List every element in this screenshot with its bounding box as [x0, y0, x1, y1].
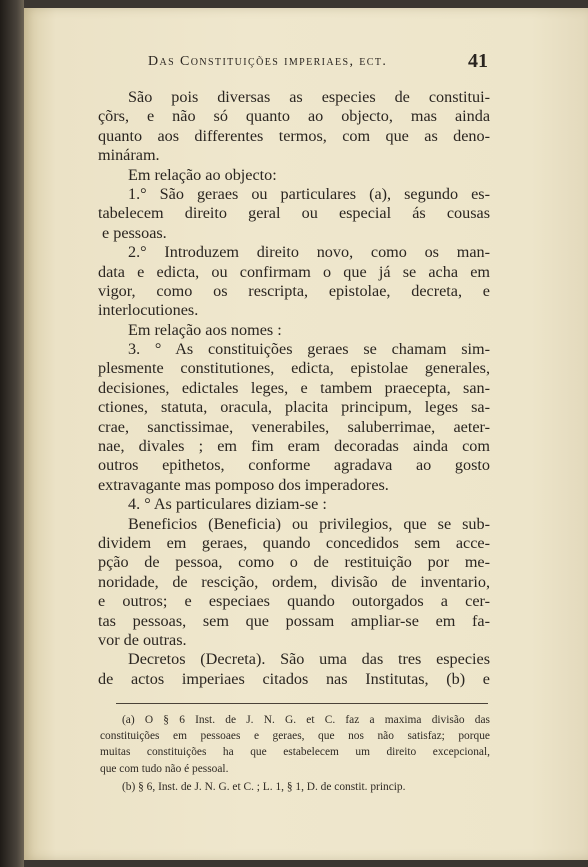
page-header [148, 52, 488, 74]
text-line: outros epithetos, conforme agradava ao gosto [98, 456, 490, 475]
book-gutter [0, 0, 24, 867]
text-line: pção de pessoa, como o de restituição por me- [98, 553, 490, 572]
text-line: e outros; e especiaes quando outorgados a cer- [98, 592, 490, 611]
text-line: de actos imperiaes citados nas Institutas, (b) e [98, 669, 490, 688]
footnote-line: que com tudo não é pessoal. [100, 762, 229, 775]
text-line: Decretos (Decreta). São uma das tres especies [128, 650, 490, 669]
text-line: 2.° Introduzem direito novo, como os man- [128, 243, 490, 262]
footnote-line: (b) § 6, Inst. de J. N. G. et C. ; L. 1, § 1, D. de constit. princip. [122, 780, 406, 793]
text-line: interlocutiones. [98, 301, 199, 320]
text-line: e pessoas. [102, 223, 167, 242]
footnote-line: (a) O § 6 Inst. de J. N. G. et C. faz a maxima divisão das [122, 714, 490, 726]
running-head: Das Constituições imperiaes, ect. [148, 54, 388, 69]
text-line: 3. ° As constituições geraes se chamam sim- [128, 340, 490, 359]
text-line: tabelecem direito geral ou especial ás cousas [98, 204, 490, 223]
text-line: Beneficios (Beneficia) ou privilegios, que se sub- [128, 514, 490, 533]
text-line: ctiones, statuta, oracula, placita principum, leges sa- [98, 398, 490, 417]
footnote-line: constituições em pessoaes e geraes, que nos não satisfaz; porque [100, 730, 490, 743]
text-line: noridade, de rescição, ordem, divisão de inventario, [98, 572, 490, 591]
text-line: nae, divales ; em fim eram decoradas ainda com [98, 437, 490, 456]
text-line: mináram. [98, 146, 160, 165]
text-line: dividem em geraes, quando concedidos sem acce- [98, 533, 490, 552]
text-line: plesmente constitutiones, edicta, epistolae generales, [98, 359, 490, 378]
text-line: vor de outras. [98, 630, 187, 649]
text-line: Em relação aos nomes : [128, 320, 282, 339]
text-line: tas pessoas, sem que possam ampliar-se em fa- [98, 611, 490, 630]
text-line: çõrs, e não só quanto ao objecto, mas ainda [98, 107, 490, 126]
text-line: vigor, como os rescripta, epistolae, decreta, e [98, 281, 490, 300]
footnote-line: muitas constituições ha que estabelecem um direito excepcional, [100, 746, 490, 759]
text-line: 1.° São geraes ou particulares (a), segundo es- [128, 184, 490, 203]
footnote-divider [116, 703, 488, 704]
text-line: quanto aos differentes termos, com que as deno- [98, 126, 490, 145]
text-line: crae, sanctissimae, venerabiles, saluberrimae, aeter- [98, 417, 490, 436]
text-line: São pois diversas as especies de constitui- [128, 88, 490, 106]
text-line: Em relação ao objecto: [128, 165, 277, 184]
text-line: 4. ° As particulares diziam-se : [128, 495, 327, 514]
text-line: data e edicta, ou confirmam o que já se acha em [98, 262, 490, 281]
footnotes [100, 712, 490, 795]
main-text [98, 88, 490, 689]
page-number: 41 [468, 50, 488, 72]
text-line: extravagante mas pomposo dos imperadores. [98, 475, 389, 494]
text-line: decisiones, edictales leges, e tambem praecepta, san- [98, 378, 490, 397]
